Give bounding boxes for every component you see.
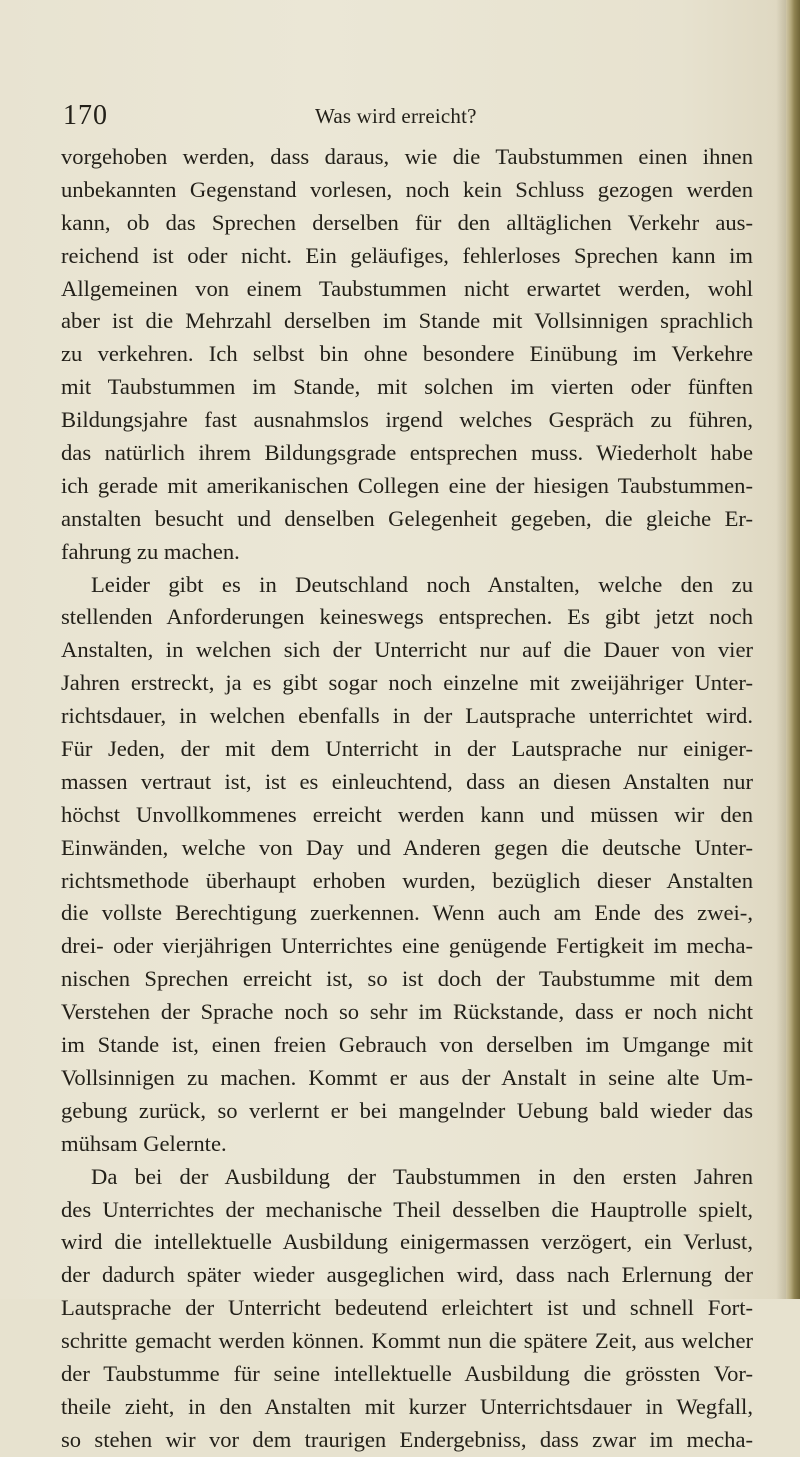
- text-line: der Taubstumme für seine intellektuelle Ausbildung die grössten Vor-: [61, 1360, 753, 1386]
- text-line: Anstalten, in welchen sich der Unterricht nur auf die Dauer von vier: [61, 637, 753, 663]
- page-edge-shadow: [776, 0, 786, 1299]
- text-line: nischen Sprechen erreicht ist, so ist doch der Taubstumme mit dem: [61, 966, 753, 992]
- text-line: Verstehen der Sprache noch so sehr im Rückstande, dass er noch nicht: [61, 999, 753, 1025]
- text-line: Lautsprache der Unterricht bedeutend erleichtert ist und schnell Fort-: [61, 1295, 753, 1321]
- text-line: der dadurch später wieder ausgeglichen wird, dass nach Erlernung der: [61, 1262, 753, 1288]
- text-line: unbekannten Gegenstand vorlesen, noch kein Schluss gezogen werden: [61, 176, 753, 202]
- text-line: anstalten besucht und denselben Gelegenheit gegeben, die gleiche Er-: [61, 505, 753, 531]
- text-line: gebung zurück, so verlernt er bei mangelnder Uebung bald wieder das: [61, 1097, 753, 1123]
- text-line: kann, ob das Sprechen derselben für den alltäglichen Verkehr aus-: [61, 209, 753, 235]
- text-line: des Unterrichtes der mechanische Theil desselben die Hauptrolle spielt,: [61, 1196, 753, 1222]
- paragraph-last-line: mühsam Gelernte.: [61, 1130, 227, 1156]
- text-line: mit Taubstummen im Stande, mit solchen im vierten oder fünften: [61, 374, 753, 400]
- text-line: das natürlich ihrem Bildungsgrade entsprechen muss. Wiederholt habe: [61, 440, 753, 466]
- paragraph-first-line: Leider gibt es in Deutschland noch Anstalten, welche den zu: [91, 571, 753, 597]
- text-line: Jahren erstreckt, ja es gibt sogar noch einzelne mit zweijähriger Unter-: [61, 670, 753, 696]
- page-header: [63, 98, 753, 134]
- text-line: im Stande ist, einen freien Gebrauch von derselben im Umgange mit: [61, 1032, 753, 1058]
- text-line: stellenden Anforderungen keineswegs entsprechen. Es gibt jetzt noch: [61, 604, 753, 630]
- paragraph-first-line: Da bei der Ausbildung der Taubstummen in den ersten Jahren: [91, 1163, 753, 1189]
- page-number: 170: [63, 100, 108, 131]
- text-line: wird die intellektuelle Ausbildung einigermassen verzögert, ein Verlust,: [61, 1229, 753, 1255]
- text-line: richtsmethode überhaupt erhoben wurden, bezüglich dieser Anstalten: [61, 867, 753, 893]
- text-line: höchst Unvollkommenes erreicht werden kann und müssen wir den: [61, 801, 753, 827]
- text-line: ich gerade mit amerikanischen Collegen eine der hiesigen Taubstummen-: [61, 472, 753, 498]
- text-line: drei- oder vierjährigen Unterrichtes eine genügende Fertigkeit im mecha-: [61, 933, 753, 959]
- text-line: Allgemeinen von einem Taubstummen nicht erwartet werden, wohl: [61, 275, 753, 301]
- body-text: [61, 141, 753, 1457]
- text-line: zu verkehren. Ich selbst bin ohne besondere Einübung im Verkehre: [61, 341, 753, 367]
- text-line: reichend ist oder nicht. Ein geläufiges, fehlerloses Sprechen kann im: [61, 242, 753, 268]
- text-line: Einwänden, welche von Day und Anderen gegen die deutsche Unter-: [61, 834, 753, 860]
- text-line: aber ist die Mehrzahl derselben im Stande mit Vollsinnigen sprachlich: [61, 308, 753, 334]
- text-line: vorgehoben werden, dass daraus, wie die Taubstummen einen ihnen: [61, 144, 753, 169]
- text-line: Bildungsjahre fast ausnahmslos irgend welches Gespräch zu führen,: [61, 407, 753, 433]
- running-head: Was wird erreicht?: [315, 104, 477, 128]
- text-line: theile zieht, in den Anstalten mit kurzer Unterrichtsdauer in Wegfall,: [61, 1393, 753, 1419]
- page-edge: [786, 0, 800, 1299]
- text-line: Vollsinnigen zu machen. Kommt er aus der Anstalt in seine alte Um-: [61, 1064, 753, 1090]
- text-line: Für Jeden, der mit dem Unterricht in der Lautsprache nur einiger-: [61, 736, 753, 762]
- text-line: massen vertraut ist, ist es einleuchtend, dass an diesen Anstalten nur: [61, 768, 753, 794]
- paragraph-last-line: fahrung zu machen.: [61, 538, 240, 564]
- text-line: die vollste Berechtigung zuerkennen. Wenn auch am Ende des zwei-,: [61, 900, 753, 926]
- text-line: so stehen wir vor dem traurigen Endergebniss, dass zwar im mecha-: [61, 1426, 753, 1452]
- text-line: schritte gemacht werden können. Kommt nun die spätere Zeit, aus welcher: [61, 1328, 753, 1354]
- text-line: richtsdauer, in welchen ebenfalls in der Lautsprache unterrichtet wird.: [61, 703, 753, 729]
